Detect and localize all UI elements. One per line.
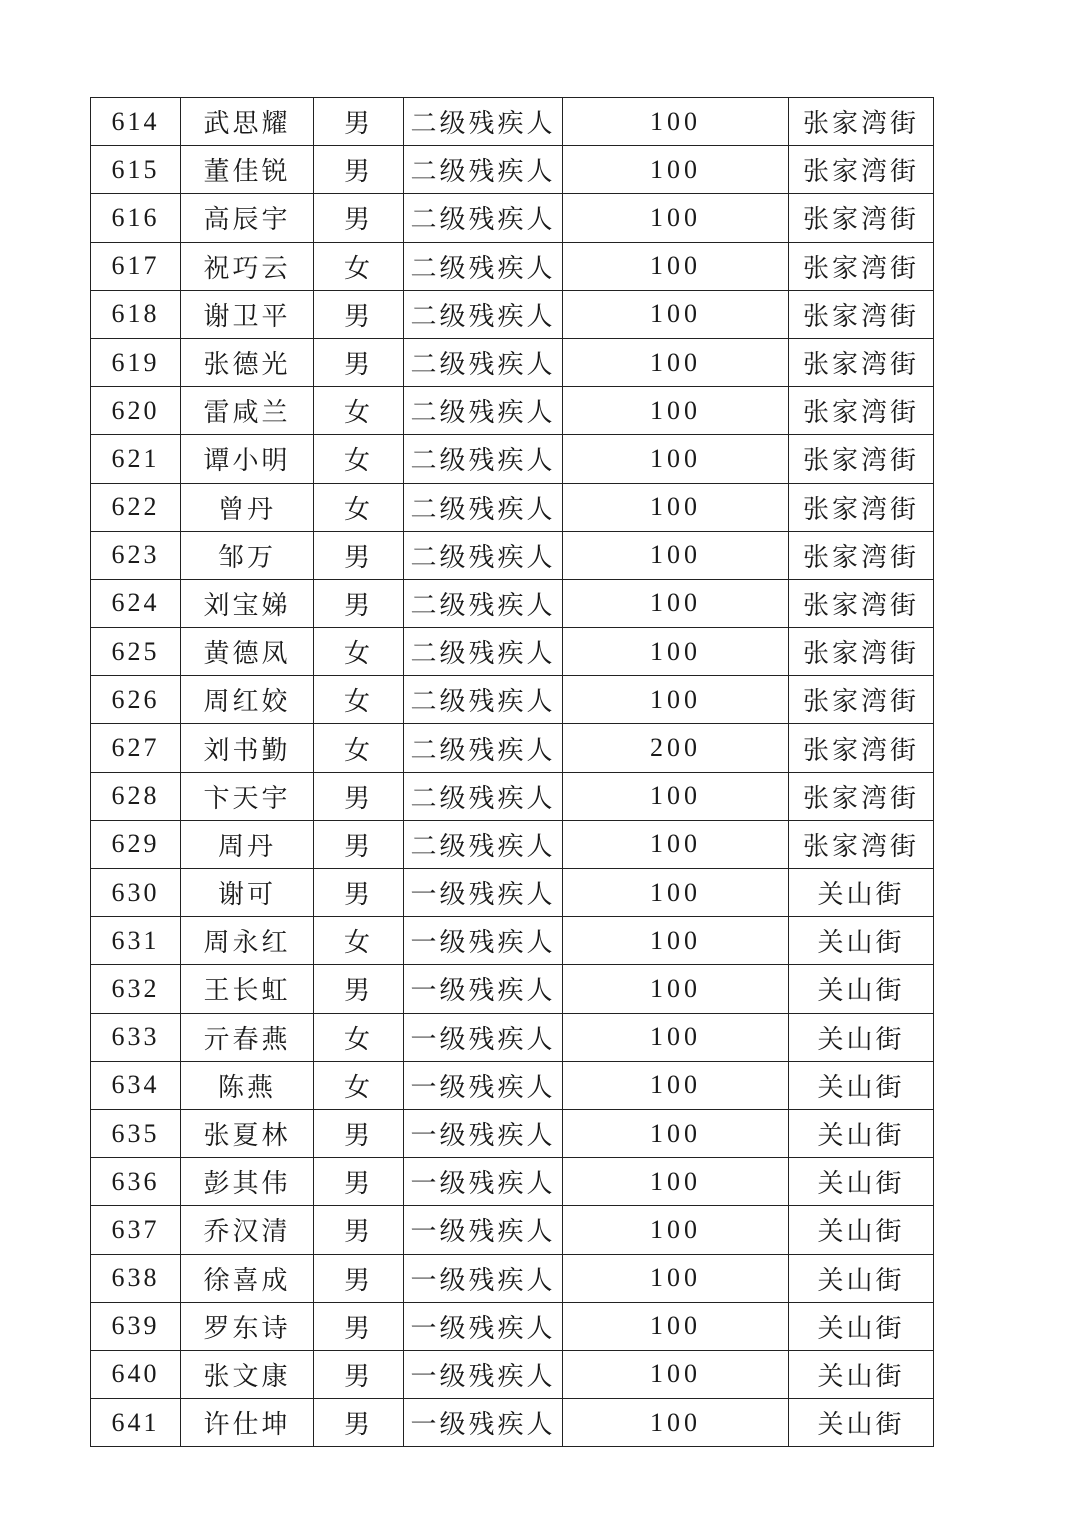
name-cell: 张夏林 bbox=[181, 1109, 314, 1157]
amount-cell: 100 bbox=[563, 483, 789, 531]
name-cell: 陈燕 bbox=[181, 1061, 314, 1109]
name-cell: 王长虹 bbox=[181, 965, 314, 1013]
serial-number-cell: 637 bbox=[91, 1206, 181, 1254]
street-cell: 关山街 bbox=[789, 1254, 934, 1302]
gender-cell: 女 bbox=[314, 1013, 404, 1061]
table-row bbox=[91, 1061, 934, 1109]
street-cell: 张家湾街 bbox=[789, 242, 934, 290]
amount-cell: 100 bbox=[563, 242, 789, 290]
street-cell: 张家湾街 bbox=[789, 676, 934, 724]
disability-level-cell: 二级残疾人 bbox=[404, 98, 563, 146]
amount-cell: 100 bbox=[563, 965, 789, 1013]
table-body bbox=[91, 98, 934, 1447]
gender-cell: 男 bbox=[314, 772, 404, 820]
street-cell: 关山街 bbox=[789, 1061, 934, 1109]
street-cell: 关山街 bbox=[789, 1158, 934, 1206]
amount-cell: 100 bbox=[563, 1399, 789, 1447]
gender-cell: 女 bbox=[314, 1061, 404, 1109]
disability-level-cell: 一级残疾人 bbox=[404, 1350, 563, 1398]
serial-number-cell: 626 bbox=[91, 676, 181, 724]
gender-cell: 男 bbox=[314, 1350, 404, 1398]
disability-level-cell: 一级残疾人 bbox=[404, 965, 563, 1013]
disability-level-cell: 二级残疾人 bbox=[404, 628, 563, 676]
serial-number-cell: 616 bbox=[91, 194, 181, 242]
disability-level-cell: 二级残疾人 bbox=[404, 531, 563, 579]
street-cell: 关山街 bbox=[789, 1206, 934, 1254]
name-cell: 彭其伟 bbox=[181, 1158, 314, 1206]
serial-number-cell: 638 bbox=[91, 1254, 181, 1302]
street-cell: 关山街 bbox=[789, 1302, 934, 1350]
serial-number-cell: 634 bbox=[91, 1061, 181, 1109]
serial-number-cell: 639 bbox=[91, 1302, 181, 1350]
table-row bbox=[91, 1206, 934, 1254]
disability-level-cell: 一级残疾人 bbox=[404, 869, 563, 917]
table-row bbox=[91, 290, 934, 338]
name-cell: 黄德凤 bbox=[181, 628, 314, 676]
table-row bbox=[91, 483, 934, 531]
street-cell: 关山街 bbox=[789, 965, 934, 1013]
serial-number-cell: 629 bbox=[91, 820, 181, 868]
gender-cell: 男 bbox=[314, 579, 404, 627]
gender-cell: 男 bbox=[314, 531, 404, 579]
amount-cell: 100 bbox=[563, 869, 789, 917]
name-cell: 谢卫平 bbox=[181, 290, 314, 338]
name-cell: 曾丹 bbox=[181, 483, 314, 531]
name-cell: 雷咸兰 bbox=[181, 387, 314, 435]
street-cell: 关山街 bbox=[789, 1350, 934, 1398]
table-row bbox=[91, 676, 934, 724]
disability-level-cell: 一级残疾人 bbox=[404, 917, 563, 965]
serial-number-cell: 615 bbox=[91, 146, 181, 194]
disability-level-cell: 一级残疾人 bbox=[404, 1399, 563, 1447]
amount-cell: 100 bbox=[563, 917, 789, 965]
disability-level-cell: 二级残疾人 bbox=[404, 387, 563, 435]
name-cell: 谢可 bbox=[181, 869, 314, 917]
name-cell: 祝巧云 bbox=[181, 242, 314, 290]
street-cell: 张家湾街 bbox=[789, 820, 934, 868]
amount-cell: 100 bbox=[563, 1109, 789, 1157]
gender-cell: 男 bbox=[314, 869, 404, 917]
serial-number-cell: 628 bbox=[91, 772, 181, 820]
gender-cell: 男 bbox=[314, 1109, 404, 1157]
serial-number-cell: 623 bbox=[91, 531, 181, 579]
serial-number-cell: 635 bbox=[91, 1109, 181, 1157]
name-cell: 周永红 bbox=[181, 917, 314, 965]
table-row bbox=[91, 1254, 934, 1302]
gender-cell: 男 bbox=[314, 1206, 404, 1254]
disability-level-cell: 一级残疾人 bbox=[404, 1013, 563, 1061]
gender-cell: 女 bbox=[314, 435, 404, 483]
gender-cell: 女 bbox=[314, 387, 404, 435]
serial-number-cell: 624 bbox=[91, 579, 181, 627]
gender-cell: 男 bbox=[314, 290, 404, 338]
table-row bbox=[91, 338, 934, 386]
table-row bbox=[91, 628, 934, 676]
amount-cell: 100 bbox=[563, 628, 789, 676]
serial-number-cell: 617 bbox=[91, 242, 181, 290]
disability-level-cell: 二级残疾人 bbox=[404, 772, 563, 820]
gender-cell: 男 bbox=[314, 146, 404, 194]
disability-level-cell: 一级残疾人 bbox=[404, 1061, 563, 1109]
gender-cell: 男 bbox=[314, 1158, 404, 1206]
table-row bbox=[91, 1302, 934, 1350]
serial-number-cell: 633 bbox=[91, 1013, 181, 1061]
amount-cell: 100 bbox=[563, 338, 789, 386]
street-cell: 关山街 bbox=[789, 869, 934, 917]
amount-cell: 100 bbox=[563, 290, 789, 338]
name-cell: 卞天宇 bbox=[181, 772, 314, 820]
disability-level-cell: 二级残疾人 bbox=[404, 242, 563, 290]
table-row bbox=[91, 1109, 934, 1157]
amount-cell: 100 bbox=[563, 579, 789, 627]
amount-cell: 100 bbox=[563, 1013, 789, 1061]
street-cell: 张家湾街 bbox=[789, 338, 934, 386]
gender-cell: 男 bbox=[314, 1254, 404, 1302]
amount-cell: 100 bbox=[563, 194, 789, 242]
serial-number-cell: 625 bbox=[91, 628, 181, 676]
amount-cell: 200 bbox=[563, 724, 789, 772]
amount-cell: 100 bbox=[563, 1158, 789, 1206]
street-cell: 张家湾街 bbox=[789, 531, 934, 579]
street-cell: 关山街 bbox=[789, 1109, 934, 1157]
name-cell: 邹万 bbox=[181, 531, 314, 579]
disability-level-cell: 二级残疾人 bbox=[404, 483, 563, 531]
serial-number-cell: 636 bbox=[91, 1158, 181, 1206]
table-row bbox=[91, 772, 934, 820]
amount-cell: 100 bbox=[563, 1061, 789, 1109]
table-row bbox=[91, 1158, 934, 1206]
street-cell: 关山街 bbox=[789, 917, 934, 965]
gender-cell: 男 bbox=[314, 338, 404, 386]
gender-cell: 男 bbox=[314, 194, 404, 242]
disability-level-cell: 一级残疾人 bbox=[404, 1302, 563, 1350]
gender-cell: 男 bbox=[314, 1302, 404, 1350]
amount-cell: 100 bbox=[563, 1350, 789, 1398]
name-cell: 徐喜成 bbox=[181, 1254, 314, 1302]
table-row bbox=[91, 965, 934, 1013]
amount-cell: 100 bbox=[563, 98, 789, 146]
table-row bbox=[91, 146, 934, 194]
disability-level-cell: 一级残疾人 bbox=[404, 1254, 563, 1302]
amount-cell: 100 bbox=[563, 772, 789, 820]
serial-number-cell: 630 bbox=[91, 869, 181, 917]
table-row bbox=[91, 242, 934, 290]
amount-cell: 100 bbox=[563, 387, 789, 435]
street-cell: 张家湾街 bbox=[789, 387, 934, 435]
street-cell: 张家湾街 bbox=[789, 772, 934, 820]
gender-cell: 女 bbox=[314, 483, 404, 531]
serial-number-cell: 619 bbox=[91, 338, 181, 386]
serial-number-cell: 620 bbox=[91, 387, 181, 435]
street-cell: 张家湾街 bbox=[789, 98, 934, 146]
street-cell: 张家湾街 bbox=[789, 194, 934, 242]
street-cell: 张家湾街 bbox=[789, 579, 934, 627]
street-cell: 关山街 bbox=[789, 1013, 934, 1061]
serial-number-cell: 640 bbox=[91, 1350, 181, 1398]
serial-number-cell: 632 bbox=[91, 965, 181, 1013]
table-row bbox=[91, 869, 934, 917]
serial-number-cell: 618 bbox=[91, 290, 181, 338]
gender-cell: 男 bbox=[314, 1399, 404, 1447]
gender-cell: 男 bbox=[314, 98, 404, 146]
name-cell: 张文康 bbox=[181, 1350, 314, 1398]
gender-cell: 女 bbox=[314, 676, 404, 724]
amount-cell: 100 bbox=[563, 820, 789, 868]
gender-cell: 女 bbox=[314, 628, 404, 676]
disability-level-cell: 二级残疾人 bbox=[404, 290, 563, 338]
name-cell: 罗东诗 bbox=[181, 1302, 314, 1350]
amount-cell: 100 bbox=[563, 1302, 789, 1350]
street-cell: 张家湾街 bbox=[789, 483, 934, 531]
gender-cell: 女 bbox=[314, 917, 404, 965]
table-row bbox=[91, 387, 934, 435]
name-cell: 谭小明 bbox=[181, 435, 314, 483]
gender-cell: 女 bbox=[314, 242, 404, 290]
table-row bbox=[91, 194, 934, 242]
gender-cell: 女 bbox=[314, 724, 404, 772]
name-cell: 周红姣 bbox=[181, 676, 314, 724]
name-cell: 许仕坤 bbox=[181, 1399, 314, 1447]
serial-number-cell: 614 bbox=[91, 98, 181, 146]
amount-cell: 100 bbox=[563, 676, 789, 724]
name-cell: 武思耀 bbox=[181, 98, 314, 146]
disability-level-cell: 一级残疾人 bbox=[404, 1158, 563, 1206]
table-row bbox=[91, 724, 934, 772]
street-cell: 张家湾街 bbox=[789, 628, 934, 676]
name-cell: 董佳锐 bbox=[181, 146, 314, 194]
table-row bbox=[91, 1399, 934, 1447]
table-row bbox=[91, 1013, 934, 1061]
amount-cell: 100 bbox=[563, 531, 789, 579]
name-cell: 高辰宇 bbox=[181, 194, 314, 242]
gender-cell: 男 bbox=[314, 965, 404, 1013]
disability-level-cell: 二级残疾人 bbox=[404, 194, 563, 242]
amount-cell: 100 bbox=[563, 146, 789, 194]
disability-level-cell: 二级残疾人 bbox=[404, 579, 563, 627]
disability-level-cell: 二级残疾人 bbox=[404, 435, 563, 483]
disability-level-cell: 二级残疾人 bbox=[404, 820, 563, 868]
amount-cell: 100 bbox=[563, 435, 789, 483]
street-cell: 张家湾街 bbox=[789, 146, 934, 194]
table-row bbox=[91, 531, 934, 579]
name-cell: 乔汉清 bbox=[181, 1206, 314, 1254]
disability-level-cell: 一级残疾人 bbox=[404, 1206, 563, 1254]
amount-cell: 100 bbox=[563, 1254, 789, 1302]
gender-cell: 男 bbox=[314, 820, 404, 868]
disability-level-cell: 二级残疾人 bbox=[404, 676, 563, 724]
street-cell: 关山街 bbox=[789, 1399, 934, 1447]
serial-number-cell: 627 bbox=[91, 724, 181, 772]
table-row bbox=[91, 820, 934, 868]
table-row bbox=[91, 579, 934, 627]
table-row bbox=[91, 1350, 934, 1398]
table-row bbox=[91, 917, 934, 965]
table-row bbox=[91, 98, 934, 146]
street-cell: 张家湾街 bbox=[789, 435, 934, 483]
street-cell: 张家湾街 bbox=[789, 724, 934, 772]
serial-number-cell: 622 bbox=[91, 483, 181, 531]
disability-level-cell: 二级残疾人 bbox=[404, 338, 563, 386]
street-cell: 张家湾街 bbox=[789, 290, 934, 338]
name-cell: 周丹 bbox=[181, 820, 314, 868]
name-cell: 刘宝娣 bbox=[181, 579, 314, 627]
disability-level-cell: 二级残疾人 bbox=[404, 146, 563, 194]
serial-number-cell: 631 bbox=[91, 917, 181, 965]
name-cell: 张德光 bbox=[181, 338, 314, 386]
table-row bbox=[91, 435, 934, 483]
name-cell: 亓春燕 bbox=[181, 1013, 314, 1061]
beneficiary-table bbox=[90, 97, 934, 1447]
amount-cell: 100 bbox=[563, 1206, 789, 1254]
serial-number-cell: 641 bbox=[91, 1399, 181, 1447]
disability-level-cell: 二级残疾人 bbox=[404, 724, 563, 772]
serial-number-cell: 621 bbox=[91, 435, 181, 483]
name-cell: 刘书勤 bbox=[181, 724, 314, 772]
disability-level-cell: 一级残疾人 bbox=[404, 1109, 563, 1157]
